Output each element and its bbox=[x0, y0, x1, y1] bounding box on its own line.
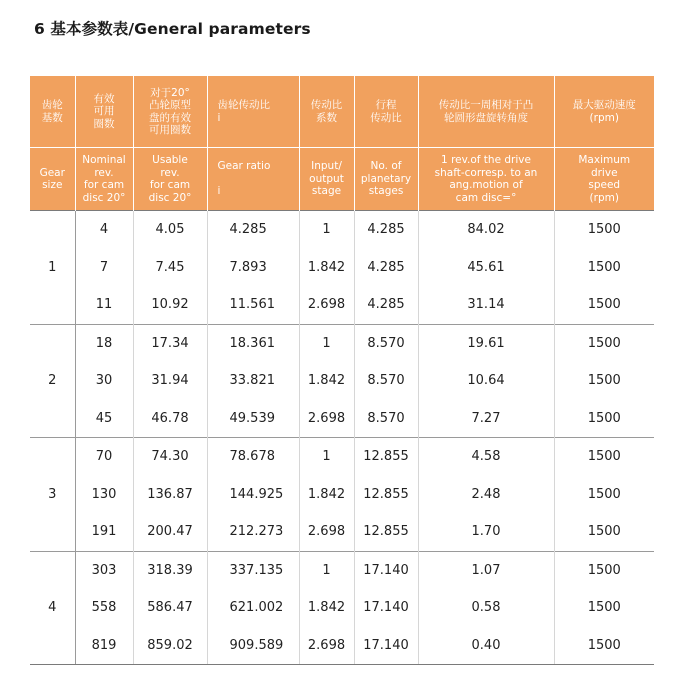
header-planetary-stages-zh bbox=[354, 76, 418, 148]
cell-gear-size: 4 bbox=[30, 551, 75, 665]
header-line: rev. bbox=[94, 166, 114, 179]
header-line: i bbox=[217, 185, 221, 198]
header-line: disc 20° bbox=[148, 191, 192, 204]
cell-nominal-rev: 191 bbox=[91, 524, 117, 540]
cell-angular-motion: 31.14 bbox=[418, 286, 554, 324]
header-row-chinese bbox=[30, 76, 654, 148]
cell-planetary-stages: 17.140 bbox=[354, 551, 418, 589]
header-line: 凸轮原型 bbox=[149, 99, 191, 111]
table-row bbox=[30, 400, 654, 438]
table-row bbox=[30, 476, 654, 514]
cell-io-stage: 2.698 bbox=[299, 400, 354, 438]
header-line: 系数 bbox=[316, 111, 337, 124]
cell-max-speed: 1500 bbox=[554, 400, 654, 438]
header-line: 齿轮 bbox=[41, 99, 63, 111]
cell-io-stage: 2.698 bbox=[299, 286, 354, 324]
cell-gear-ratio: 337.135 bbox=[207, 551, 299, 589]
header-line: for cam bbox=[83, 179, 125, 191]
cell-max-speed: 1500 bbox=[554, 476, 654, 514]
cell-usable-rev: 46.78 bbox=[133, 400, 207, 438]
cell-nominal-rev: 70 bbox=[75, 438, 133, 476]
table-row bbox=[30, 589, 654, 627]
table-row bbox=[30, 211, 654, 249]
cell-angular-motion: 84.02 bbox=[418, 211, 554, 249]
cell-angular-motion: 45.61 bbox=[418, 249, 554, 287]
header-line: 圈数 bbox=[93, 117, 115, 130]
cell-max-speed: 1500 bbox=[554, 211, 654, 249]
header-line: No. of bbox=[370, 160, 402, 173]
header-line: Gear ratio bbox=[217, 160, 271, 173]
header-nominal-rev-zh bbox=[75, 76, 133, 148]
cell-planetary-stages: 12.855 bbox=[354, 476, 418, 514]
cell-gear-ratio: 18.361 bbox=[207, 324, 299, 362]
header-line: Maximum bbox=[578, 154, 631, 166]
cell-planetary-stages: 8.570 bbox=[354, 400, 418, 438]
cell-nominal-rev: 819 bbox=[75, 627, 133, 665]
cell-io-stage: 1 bbox=[299, 551, 354, 589]
cell-angular-motion: 19.61 bbox=[418, 324, 554, 362]
header-io-stage-en bbox=[299, 148, 354, 211]
table-row bbox=[30, 513, 654, 551]
cell-io-stage: 2.698 bbox=[299, 513, 354, 551]
cell-gear-ratio: 7.893 bbox=[207, 249, 299, 287]
header-line: size bbox=[42, 179, 63, 191]
cell-io-stage: 1 bbox=[299, 211, 354, 249]
header-line: planetary bbox=[360, 172, 412, 185]
cell-angular-motion: 0.58 bbox=[418, 589, 554, 627]
header-line: 可用 bbox=[93, 105, 115, 118]
table-row bbox=[30, 286, 654, 324]
header-line: (rpm) bbox=[589, 191, 619, 204]
header-row-english bbox=[30, 148, 654, 211]
cell-io-stage: 1.842 bbox=[299, 362, 354, 400]
table-header bbox=[30, 76, 654, 211]
header-line: 轮圆形盘旋转角度 bbox=[444, 111, 528, 124]
cell-planetary-stages: 8.570 bbox=[354, 324, 418, 362]
header-line: 传动比 bbox=[370, 111, 402, 124]
cell-usable-rev: 74.30 bbox=[133, 438, 207, 476]
header-gear-ratio-zh bbox=[207, 76, 299, 148]
table-row bbox=[30, 362, 654, 400]
header-line: 1 rev.of the drive bbox=[441, 154, 531, 166]
header-line: 传动比 bbox=[310, 99, 343, 111]
header-line: shaft-corresp. to an bbox=[434, 166, 538, 179]
cell-angular-motion: 1.70 bbox=[418, 513, 554, 551]
cell-usable-rev: 7.45 bbox=[133, 249, 207, 287]
cell-max-speed: 1500 bbox=[554, 438, 654, 476]
cell-gear-ratio: 144.925 bbox=[207, 476, 299, 514]
header-line: i bbox=[217, 111, 221, 124]
cell-angular-motion: 10.64 bbox=[418, 362, 554, 400]
header-usable-rev-en bbox=[133, 148, 207, 211]
header-line: 行程 bbox=[375, 99, 397, 111]
cell-usable-rev: 136.87 bbox=[133, 476, 207, 514]
table-row bbox=[30, 551, 654, 589]
cell-nominal-rev: 558 bbox=[91, 600, 117, 616]
cell-gear-size: 3 bbox=[30, 438, 75, 552]
header-line: 最大驱动速度 bbox=[572, 99, 636, 111]
cell-usable-rev: 859.02 bbox=[133, 627, 207, 665]
header-line: stage bbox=[311, 185, 342, 198]
cell-planetary-stages: 12.855 bbox=[354, 438, 418, 476]
cell-planetary-stages: 17.140 bbox=[354, 589, 418, 627]
cell-gear-ratio: 212.273 bbox=[207, 513, 299, 551]
header-line: Nominal bbox=[82, 154, 126, 166]
table-body bbox=[30, 211, 654, 665]
header-line: Input/ bbox=[311, 160, 342, 173]
header-io-stage-zh bbox=[299, 76, 354, 148]
cell-usable-rev: 200.47 bbox=[133, 513, 207, 551]
cell-max-speed: 1500 bbox=[554, 589, 654, 627]
cell-io-stage: 1 bbox=[299, 324, 354, 362]
cell-gear-size: 2 bbox=[30, 324, 75, 438]
cell-io-stage: 1.842 bbox=[299, 589, 354, 627]
header-line: 有效 bbox=[93, 92, 115, 105]
cell-angular-motion: 4.58 bbox=[418, 438, 554, 476]
cell-gear-ratio: 11.561 bbox=[207, 286, 299, 324]
header-line: 盘的有效 bbox=[149, 111, 191, 124]
cell-nominal-rev: 303 bbox=[75, 551, 133, 589]
header-angular-motion-zh bbox=[418, 76, 554, 148]
cell-io-stage: 1.842 bbox=[299, 249, 354, 287]
header-line: rev. bbox=[160, 166, 180, 179]
header-line: ang.motion of bbox=[449, 179, 523, 191]
cell-usable-rev: 17.34 bbox=[133, 324, 207, 362]
cell-angular-motion: 7.27 bbox=[418, 400, 554, 438]
header-line: cam disc=° bbox=[455, 191, 517, 204]
table-row bbox=[30, 627, 654, 665]
cell-nominal-rev: 130 bbox=[91, 486, 117, 502]
cell-usable-rev: 4.05 bbox=[133, 211, 207, 249]
header-line: for cam bbox=[149, 179, 191, 191]
table-row bbox=[30, 324, 654, 362]
cell-gear-ratio: 78.678 bbox=[207, 438, 299, 476]
header-line: 对于20° bbox=[150, 86, 190, 99]
cell-nominal-rev: 7 bbox=[99, 259, 109, 275]
cell-max-speed: 1500 bbox=[554, 324, 654, 362]
cell-usable-rev: 318.39 bbox=[133, 551, 207, 589]
header-gear-size-zh bbox=[30, 76, 75, 148]
table-row bbox=[30, 249, 654, 287]
header-line: 传动比一周相对于凸 bbox=[438, 99, 534, 111]
cell-usable-rev: 10.92 bbox=[133, 286, 207, 324]
header-gear-ratio-en bbox=[207, 148, 299, 211]
header-line: disc 20° bbox=[82, 191, 126, 204]
cell-io-stage: 1.842 bbox=[299, 476, 354, 514]
cell-planetary-stages: 4.285 bbox=[354, 211, 418, 249]
cell-angular-motion: 2.48 bbox=[418, 476, 554, 514]
cell-nominal-rev: 30 bbox=[95, 373, 113, 389]
cell-max-speed: 1500 bbox=[554, 627, 654, 665]
cell-planetary-stages: 8.570 bbox=[354, 362, 418, 400]
table-row bbox=[30, 438, 654, 476]
header-nominal-rev-en bbox=[75, 148, 133, 211]
cell-nominal-rev: 4 bbox=[75, 211, 133, 249]
cell-gear-size: 1 bbox=[30, 211, 75, 325]
cell-nominal-rev: 18 bbox=[75, 324, 133, 362]
header-max-speed-en bbox=[554, 148, 654, 211]
cell-max-speed: 1500 bbox=[554, 551, 654, 589]
header-line: output bbox=[309, 172, 344, 185]
cell-planetary-stages: 17.140 bbox=[354, 627, 418, 665]
cell-gear-ratio: 621.002 bbox=[207, 589, 299, 627]
cell-angular-motion: 0.40 bbox=[418, 627, 554, 665]
header-planetary-stages-en bbox=[354, 148, 418, 211]
header-max-speed-zh bbox=[554, 76, 654, 148]
header-line: 可用圈数 bbox=[149, 124, 191, 136]
header-line: 齿轮传动比 bbox=[217, 99, 270, 111]
header-line bbox=[218, 173, 297, 186]
cell-max-speed: 1500 bbox=[554, 286, 654, 324]
cell-gear-ratio: 909.589 bbox=[207, 627, 299, 665]
cell-gear-ratio: 33.821 bbox=[207, 362, 299, 400]
header-line: Usable bbox=[152, 154, 188, 166]
header-line: 基数 bbox=[41, 111, 63, 124]
cell-planetary-stages: 12.855 bbox=[354, 513, 418, 551]
general-parameters-table bbox=[30, 76, 654, 665]
header-usable-rev-zh bbox=[133, 76, 207, 148]
header-line: stages bbox=[368, 185, 404, 198]
cell-planetary-stages: 4.285 bbox=[354, 286, 418, 324]
cell-angular-motion: 1.07 bbox=[418, 551, 554, 589]
cell-gear-ratio: 4.285 bbox=[207, 211, 299, 249]
cell-usable-rev: 586.47 bbox=[133, 589, 207, 627]
cell-planetary-stages: 4.285 bbox=[354, 249, 418, 287]
page-title: 6 基本参数表/General parameters bbox=[34, 20, 311, 38]
cell-io-stage: 1 bbox=[299, 438, 354, 476]
cell-nominal-rev: 11 bbox=[95, 297, 113, 313]
cell-max-speed: 1500 bbox=[554, 249, 654, 287]
cell-max-speed: 1500 bbox=[554, 362, 654, 400]
cell-gear-ratio: 49.539 bbox=[207, 400, 299, 438]
header-gear-size-en bbox=[30, 148, 75, 211]
cell-nominal-rev: 45 bbox=[95, 410, 113, 426]
header-line: Gear bbox=[39, 166, 65, 179]
header-line: drive bbox=[590, 166, 618, 179]
header-angular-motion-en bbox=[418, 148, 554, 211]
cell-usable-rev: 31.94 bbox=[133, 362, 207, 400]
cell-max-speed: 1500 bbox=[554, 513, 654, 551]
header-line: (rpm) bbox=[589, 111, 619, 124]
cell-io-stage: 2.698 bbox=[299, 627, 354, 665]
header-line: speed bbox=[588, 179, 621, 191]
